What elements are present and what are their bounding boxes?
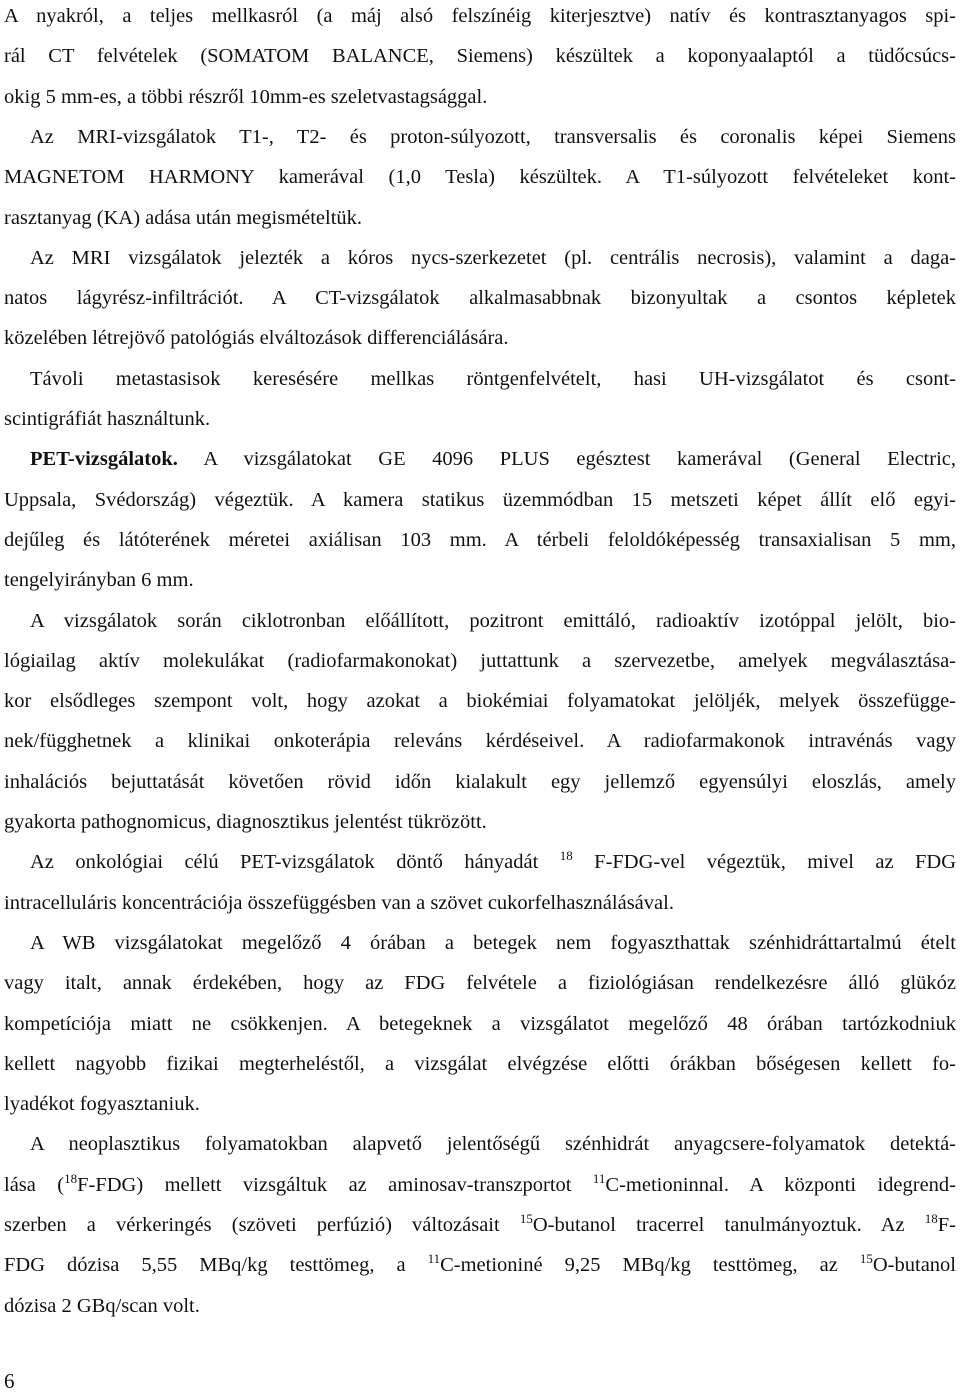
- text-line: [4, 766, 956, 798]
- isotope-superscript: 15: [519, 1211, 533, 1227]
- text-line: [4, 967, 956, 999]
- text-segment: F-FDG) mellett vizsgáltuk az aminosav-transzportot: [77, 1173, 593, 1196]
- text-line: [4, 242, 956, 274]
- text-segment: kellett nagyobb fizikai megterheléstől, a vizsgálat elvégzése előtti órákban bőségesen kellett fo-: [4, 1052, 956, 1075]
- isotope-superscript: 18: [924, 1211, 938, 1227]
- text-segment: kor elsődleges szempont volt, hogy azokat a biokémiai folyamatokat jelöljék, melyek összefügge-: [4, 690, 956, 713]
- text-segment: tengelyirányban 6 mm.: [4, 569, 194, 592]
- text-line: [4, 40, 956, 72]
- text-line: [4, 1128, 956, 1160]
- text-segment: intracelluláris koncentrációja összefüggésben van a szövet cukorfelhasználásával.: [4, 891, 674, 914]
- text-line: [4, 0, 956, 32]
- text-segment: rál CT felvételek (SOMATOM BALANCE, Siemens) készültek a koponyaalaptól a tüdőcsúcs-: [4, 45, 956, 68]
- text-segment: dejűleg és látóterének méretei axiálisan 103 mm. A térbeli feloldóképesség transaxialisan 5 mm,: [4, 528, 956, 551]
- text-segment: FDG dózisa 5,55 MBq/kg testtömeg, a: [4, 1254, 428, 1277]
- text-segment: vagy italt, annak érdekében, hogy az FDG felvétele a fiziológiásan rendelkezésre álló glükóz: [4, 972, 956, 995]
- text-segment: Az onkológiai célú PET-vizsgálatok döntő hányadát: [30, 851, 560, 874]
- text-segment: A vizsgálatok során ciklotronban előállított, pozitront emittáló, radioaktív izotóppal jelölt, bio-: [30, 609, 956, 632]
- text-segment: Az MRI vizsgálatok jelezték a kóros nycs-szerkezetet (pl. centrális necrosis), valamint a daga-: [30, 246, 956, 269]
- text-segment: Uppsala, Svédország) végeztük. A kamera statikus üzemmódban 15 metszeti képet állít elő egyi-: [4, 488, 956, 511]
- isotope-superscript: 18: [64, 1170, 78, 1186]
- text-segment: A nyakról, a teljes mellkasról (a máj alsó felszínéig kiterjesztve) natív és kontrasztanyagos spi-: [4, 5, 956, 27]
- text-segment: lógiailag aktív molekulákat (radiofarmakonokat) juttattunk a szervezetbe, amelyek megválasztása-: [4, 649, 956, 672]
- text-line: [4, 1209, 956, 1241]
- text-segment: okig 5 mm-es, a többi részről 10mm-es szeletvastagsággal.: [4, 85, 488, 108]
- page-number: 6: [4, 1369, 15, 1393]
- text-line: [4, 887, 956, 919]
- text-line: [4, 322, 956, 354]
- text-line: [4, 1290, 956, 1322]
- text-line: [4, 725, 956, 757]
- text-line: [4, 363, 956, 395]
- text-line: [4, 564, 956, 596]
- text-segment: szerben a vérkeringés (szöveti perfúzió) változásait: [4, 1214, 520, 1236]
- text-segment: inhalációs bejuttatását követően rövid időn kialakult egy jellemző egyensúlyi eloszlás, amely: [4, 770, 956, 793]
- document-page: [4, 0, 956, 1396]
- text-segment: gyakorta pathognomicus, diagnosztikus jelentést tükrözött.: [4, 811, 487, 833]
- text-line: [4, 161, 956, 193]
- text-segment: dózisa 2 GBq/scan volt.: [4, 1294, 200, 1317]
- text-line: [4, 1048, 956, 1080]
- text-segment: lyadékot fogyasztaniuk.: [4, 1093, 200, 1116]
- text-segment: Távoli metastasisok keresésére mellkas röntgenfelvételt, hasi UH-vizsgálatot és csont-: [30, 367, 956, 390]
- text-line: [4, 1008, 956, 1040]
- text-line: [4, 846, 956, 878]
- text-line: [4, 927, 956, 959]
- text-line: [4, 1088, 956, 1120]
- text-segment: C-metioniné 9,25 MBq/kg testtömeg, az: [440, 1254, 860, 1277]
- text-segment: scintigráfiát használtunk.: [4, 408, 211, 430]
- text-segment: O-butanol tracerrel tanulmányoztuk. Az: [532, 1214, 925, 1236]
- text-line: [4, 202, 956, 234]
- text-line: [4, 1169, 956, 1201]
- text-segment: A neoplasztikus folyamatokban alapvető jelentőségű szénhidrát anyagcsere-folyamatok detektá-: [30, 1133, 956, 1156]
- text-segment: A vizsgálatokat GE 4096 PLUS egésztest kamerával (General Electric,: [177, 448, 956, 471]
- text-line: [4, 443, 956, 475]
- text-line: [4, 524, 956, 556]
- isotope-superscript: 11: [427, 1251, 441, 1267]
- text-segment: natos lágyrész-infiltrációt. A CT-vizsgálatok alkalmasabbnak bizonyultak a csontos képletek: [4, 287, 956, 310]
- text-line: [4, 81, 956, 113]
- text-segment: kompetíciója miatt ne csökkenjen. A betegeknek a vizsgálatot megelőző 48 órában tartózkodniuk: [4, 1012, 956, 1035]
- isotope-superscript: 18: [559, 848, 573, 864]
- text-segment: C-metioninnal. A központi idegrend-: [605, 1173, 956, 1196]
- text-line: [4, 121, 956, 153]
- text-segment: nek/függhetnek a klinikai onkoterápia releváns kérdéseivel. A radiofarmakonok intravénás vagy: [4, 730, 956, 753]
- text-segment: O-butanol: [872, 1254, 956, 1277]
- text-segment: MAGNETOM HARMONY kamerával (1,0 Tesla) készültek. A T1-súlyozott felvételeket kont-: [4, 166, 956, 189]
- isotope-superscript: 11: [592, 1170, 606, 1186]
- section-heading: PET-vizsgálatok.: [30, 448, 178, 471]
- text-line: [4, 1249, 956, 1281]
- text-segment: közelében létrejövő patológiás elváltozások differenciálására.: [4, 327, 509, 350]
- text-segment: lása (: [4, 1173, 65, 1196]
- text-line: [4, 403, 956, 435]
- text-line: [4, 806, 956, 838]
- isotope-superscript: 15: [859, 1251, 873, 1267]
- text-segment: F-FDG-vel végeztük, mivel az FDG: [572, 851, 957, 874]
- text-line: [4, 645, 956, 677]
- text-segment: F-: [937, 1214, 956, 1236]
- text-line: [4, 484, 956, 516]
- text-line: [4, 605, 956, 637]
- text-segment: rasztanyag (KA) adása után megismételtük.: [4, 206, 363, 229]
- text-line: [4, 685, 956, 717]
- text-line: [4, 282, 956, 314]
- text-segment: Az MRI-vizsgálatok T1-, T2- és proton-súlyozott, transversalis és coronalis képei Siemens: [30, 125, 956, 148]
- text-segment: A WB vizsgálatokat megelőző 4 órában a betegek nem fogyaszthattak szénhidráttartalmú ételt: [30, 931, 956, 954]
